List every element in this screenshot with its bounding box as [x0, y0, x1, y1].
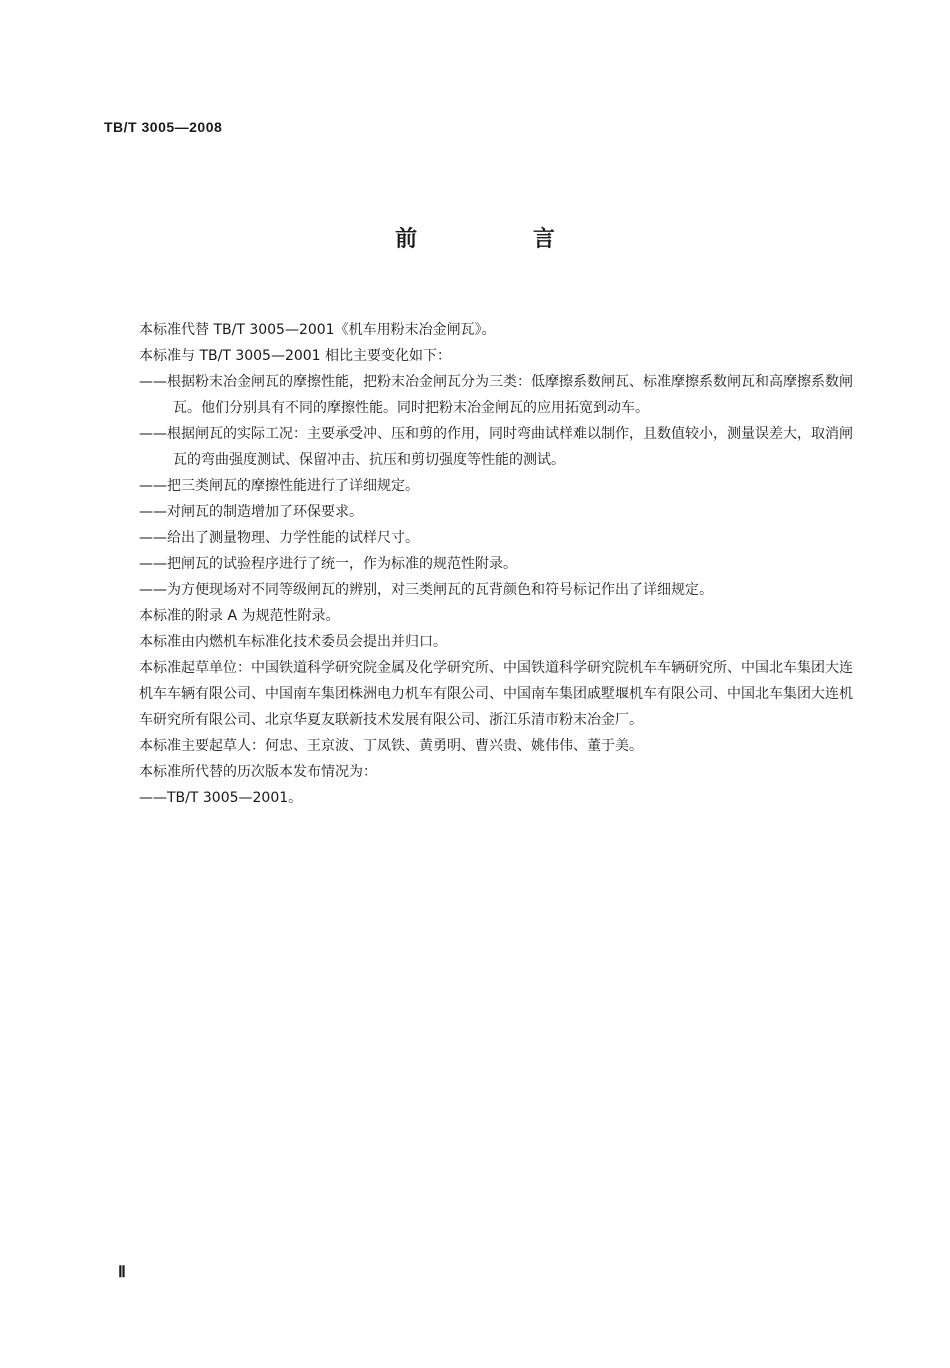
paragraph-history-item: ——TB/T 3005—2001。 — [139, 790, 303, 806]
paragraph-proposer: 本标准由内燃机车标准化技术委员会提出并归口。 — [139, 634, 447, 650]
paragraph-drafters: 本标准主要起草人：何忠、王京波、丁凤铁、黄勇明、曹兴贵、姚伟伟、董于美。 — [139, 738, 643, 754]
change-item-classification: ——根据粉末冶金闸瓦的摩擦性能，把粉末冶金闸瓦分为三类：低摩擦系数闸瓦、标准摩擦系数闸瓦和高摩擦系数闸瓦。他们分别具有不同的摩擦性能。同时把粉末冶金闸瓦的应用拓宽到动车。 — [139, 374, 853, 416]
change-item-procedure: ——把闸瓦的试验程序进行了统一，作为标准的规范性附录。 — [139, 556, 517, 572]
page-number: Ⅱ — [118, 1264, 126, 1281]
change-item-marking: ——为方便现场对不同等级闸瓦的辨别，对三类闸瓦的瓦背颜色和符号标记作出了详细规定。 — [139, 582, 713, 598]
paragraph-annex: 本标准的附录 A 为规范性附录。 — [139, 608, 340, 624]
paragraph-drafting-units: 本标准起草单位：中国铁道科学研究院金属及化学研究所、中国铁道科学研究院机车车辆研究所、中国北车集团大连机车车辆有限公司、中国南车集团株洲电力机车有限公司、中国南车集团戚墅堰机车有限公司、中国北车集团大连机车研究所有限公司、北京华夏友联新技术发展有限公司、浙江乐清市粉末冶金厂。 — [139, 660, 853, 728]
change-item-specimen: ——给出了测量物理、力学性能的试样尺寸。 — [139, 530, 419, 546]
page-title: 前 言 — [395, 227, 609, 252]
paragraph-replaces: 本标准代替 TB/T 3005—2001《机车用粉末冶金闸瓦》。 — [139, 322, 496, 338]
standard-code: TB/T 3005—2008 — [104, 119, 223, 135]
change-item-friction: ——把三类闸瓦的摩擦性能进行了详细规定。 — [139, 478, 419, 494]
change-item-testing: ——根据闸瓦的实际工况：主要承受冲、压和剪的作用，同时弯曲试样难以制作，且数值较小，测量误差大，取消闸瓦的弯曲强度测试、保留冲击、抗压和剪切强度等性能的测试。 — [139, 426, 853, 468]
change-item-environment: ——对闸瓦的制造增加了环保要求。 — [139, 504, 363, 520]
paragraph-history-intro: 本标准所代替的历次版本发布情况为： — [139, 764, 377, 780]
paragraph-changes-intro: 本标准与 TB/T 3005—2001 相比主要变化如下： — [139, 348, 452, 364]
foreword-body — [106, 317, 858, 811]
